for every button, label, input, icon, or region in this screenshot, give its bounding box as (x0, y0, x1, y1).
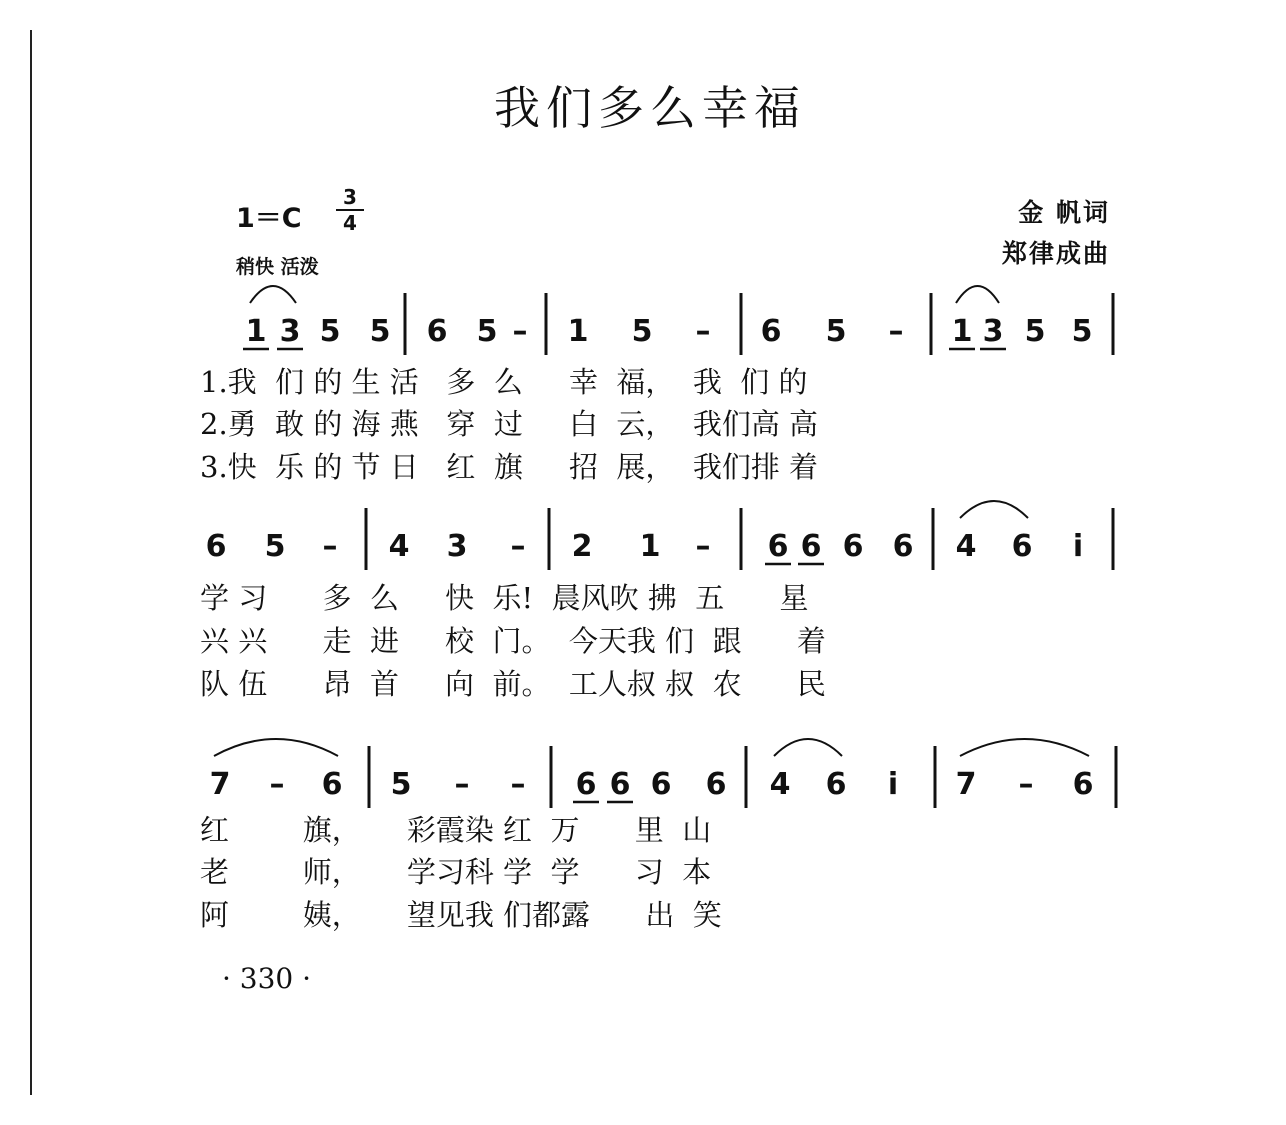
note: 5 (1071, 314, 1093, 349)
note: 6 (705, 767, 727, 802)
note: 2 (571, 529, 593, 564)
lyric-line: 1.我 们 的 生 活 多 么 幸 福， 我 们 的 (200, 365, 808, 399)
note: i (887, 767, 899, 802)
lyric-line: 学 习 多 么 快 乐! 晨风吹 拂 五 星 (200, 581, 809, 615)
dash-sustain: – (454, 767, 470, 802)
note: 6 (842, 529, 864, 564)
note: 4 (955, 529, 977, 564)
note: 5 (1024, 314, 1046, 349)
dash-sustain: – (512, 314, 528, 349)
key-signature: 1＝C (236, 203, 302, 234)
note: 6 (760, 314, 782, 349)
slur (960, 501, 1028, 518)
lyric-line: 队 伍 昂 首 向 前。 工人叔 叔 农 民 (200, 667, 826, 701)
page-number: · 330 · (222, 962, 312, 995)
note: i (1072, 529, 1084, 564)
note: 3 (279, 314, 301, 349)
note: 6 (825, 767, 847, 802)
dash-sustain: – (510, 529, 526, 564)
note: 6 (767, 529, 789, 564)
note: 6 (321, 767, 343, 802)
note: 6 (892, 529, 914, 564)
note: 6 (1011, 529, 1033, 564)
slur (250, 286, 296, 303)
dash-sustain: – (510, 767, 526, 802)
note: 6 (1072, 767, 1094, 802)
note: 3 (446, 529, 468, 564)
lyric-line: 兴 兴 走 进 校 门。 今天我 们 跟 着 (200, 624, 826, 658)
dash-sustain: – (888, 314, 904, 349)
note: 5 (369, 314, 391, 349)
note: 5 (476, 314, 498, 349)
dash-sustain: – (1018, 767, 1034, 802)
lyric-line: 阿 姨， 望见我 们都露 出 笑 (200, 898, 722, 932)
note: 4 (388, 529, 410, 564)
note: 3 (982, 314, 1004, 349)
composer-credit: 郑律成曲 (1001, 239, 1110, 268)
slur (214, 739, 338, 756)
slur (956, 286, 999, 303)
lyric-line: 3.快 乐 的 节 日 红 旗 招 展， 我们排 着 (200, 450, 819, 484)
dash-sustain: – (322, 529, 338, 564)
lyricist-credit: 金 帆词 (1018, 198, 1110, 227)
note: 5 (264, 529, 286, 564)
note: 6 (426, 314, 448, 349)
dash-sustain: – (695, 529, 711, 564)
lyric-line: 2.勇 敢 的 海 燕 穿 过 白 云， 我们高 高 (200, 407, 819, 441)
dash-sustain: – (269, 767, 285, 802)
song-title: 我们多么幸福 (494, 81, 806, 135)
note: 6 (609, 767, 631, 802)
note: 6 (800, 529, 822, 564)
time-signature-top: 3 (343, 185, 357, 209)
note: 6 (205, 529, 227, 564)
slur (774, 739, 842, 756)
note: 1 (639, 529, 661, 564)
note: 6 (575, 767, 597, 802)
note: 7 (955, 767, 977, 802)
note: 5 (319, 314, 341, 349)
note: 5 (390, 767, 412, 802)
lyric-line: 老 师， 学习科 学 学 习 本 (200, 855, 712, 889)
note: 7 (209, 767, 231, 802)
time-signature-bottom: 4 (343, 211, 357, 235)
note: 1 (951, 314, 973, 349)
note: 1 (245, 314, 267, 349)
note: 4 (769, 767, 791, 802)
note: 6 (650, 767, 672, 802)
note: 1 (567, 314, 589, 349)
slur (960, 739, 1089, 756)
note: 5 (631, 314, 653, 349)
lyric-line: 红 旗， 彩霞染 红 万 里 山 (200, 813, 712, 847)
note: 5 (825, 314, 847, 349)
tempo-marking: 稍快 活泼 (236, 256, 319, 278)
dash-sustain: – (695, 314, 711, 349)
